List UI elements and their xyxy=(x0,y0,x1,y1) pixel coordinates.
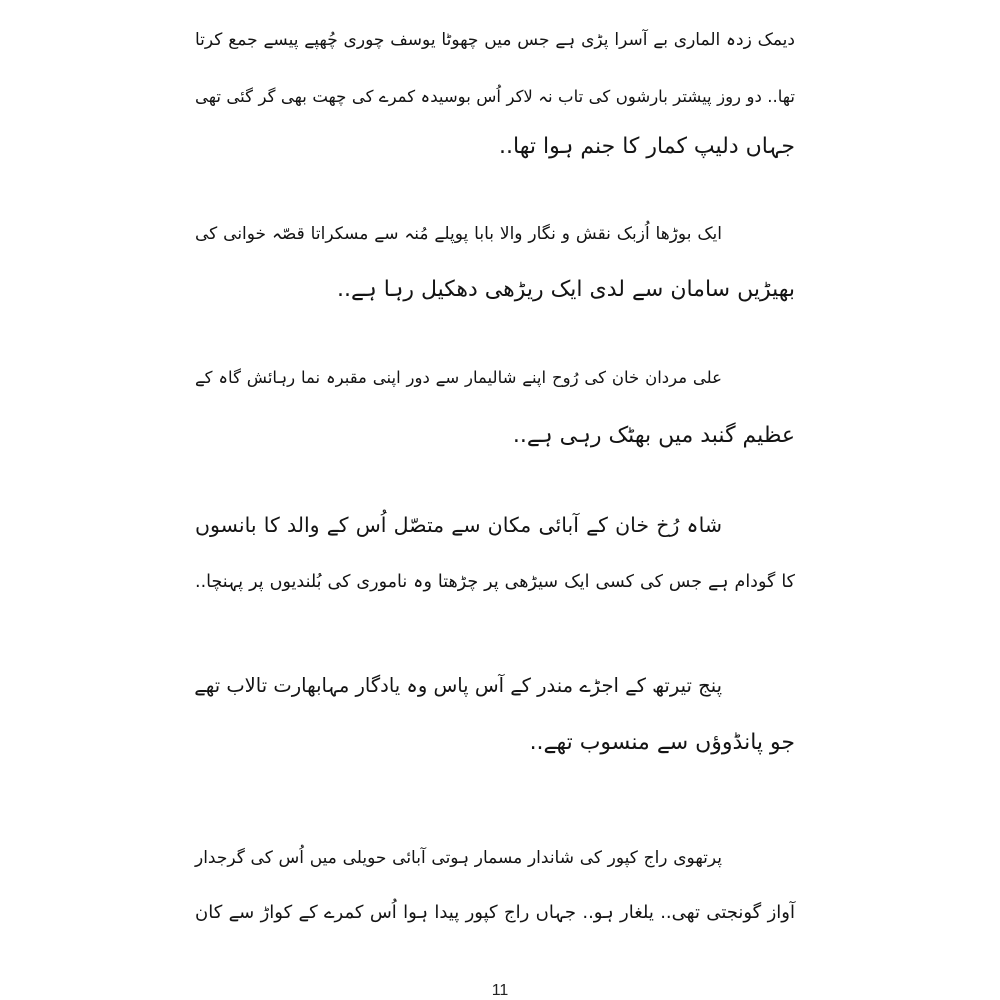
paragraph-6-line-2: آواز گونجتی تھی.. یلغار ہو.. جہاں راج کپور پیدا ہوا اُس کمرے کے کواڑ سے کان xyxy=(195,902,795,923)
paragraph-2-line-2: بھیڑیں سامان سے لدی ایک ریڑھی دھکیل رہا ہے.. xyxy=(336,277,795,302)
paragraph-1-line-1: دیمک زدہ الماری بے آسرا پڑی ہے جس میں چھوٹا یوسف چوری چُھپے پیسے جمع کرتا xyxy=(195,30,795,50)
paragraph-4-line-1: شاہ رُخ خان کے آبائی مکان سے متصّل اُس کے والد کا بانسوں xyxy=(195,513,722,537)
paragraph-3-line-2: عظیم گنبد میں بھٹک رہی ہے.. xyxy=(512,423,795,448)
paragraph-1-line-2: تھا.. دو روز پیشتر بارشوں کی تاب نہ لاکر اُس بوسیدہ کمرے کی چھت بھی گر گئی تھی xyxy=(195,87,795,106)
paragraph-4-line-2: کا گودام ہے جس کی کسی ایک سیڑھی پر چڑھتا وہ ناموری کی بُلندیوں پر پہنچا.. xyxy=(195,572,795,592)
paragraph-6-line-1: پرتھوی راج کپور کی شاندار مسمار ہوتی آبائی حویلی میں اُس کی گرجدار xyxy=(195,848,722,868)
paragraph-3-line-1: علی مردان خان کی رُوح اپنے شالیمار سے دور اپنی مقبرہ نما رہائش گاہ کے xyxy=(195,368,722,387)
paragraph-2-line-1: ایک بوڑھا اُزبک نقش و نگار والا بابا پوپلے مُنہ سے مسکراتا قصّہ خوانی کی xyxy=(195,224,722,244)
paragraph-5-line-1: پنج تیرتھ کے اجڑے مندر کے آس پاس وہ یادگار مہابھارت تالاب تھے xyxy=(194,674,722,697)
page-number: 11 xyxy=(491,982,509,999)
paragraph-1-line-3: جہاں دلیپ کمار کا جنم ہوا تھا.. xyxy=(499,134,795,159)
paragraph-5-line-2: جو پانڈوؤں سے منسوب تھے.. xyxy=(529,730,795,755)
